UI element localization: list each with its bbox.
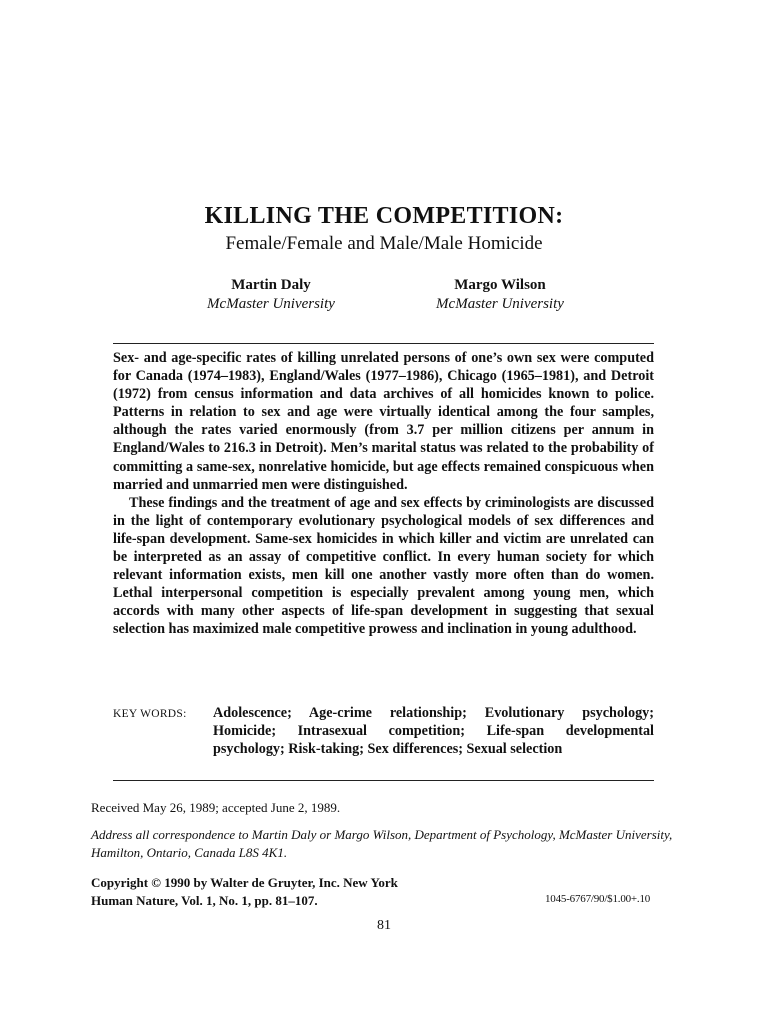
abstract — [113, 349, 654, 639]
copyright-line: Copyright © 1990 by Walter de Gruyter, Inc. New York — [91, 875, 398, 890]
author-affiliation: McMaster University — [436, 296, 564, 312]
abstract-top-rule — [113, 343, 654, 344]
journal-citation: Human Nature, Vol. 1, No. 1, pp. 81–107. — [91, 893, 318, 908]
received-dates: Received May 26, 1989; accepted June 2, 1989. — [91, 800, 341, 815]
keywords-label: KEY WORDS: — [113, 708, 187, 720]
issn-code: 1045-6767/90/$1.00+.10 — [545, 893, 651, 905]
page-number: 81 — [377, 918, 391, 933]
abstract-paragraph-1: Sex- and age-specific rates of killing unrelated persons of one’s own sex were computed for Canada (1974–1983), England/Wales (1977–1986), Chicago (1965–1981), and Detroit (1972) from census information and data archives of all homicides known to police. Patterns in relation to sex and age were virtually identical among the four samples, although the rates varied enormously (from 3.7 per million citizens per annum in England/Wales to 216.3 in Detroit). Men’s marital status was related to the probability of committing a same-sex, nonrelative homicide, but age effects remained conspicuous when married and unmarried men were distinguished. — [113, 350, 654, 493]
author-affiliation: McMaster University — [207, 296, 335, 312]
author-block-1 — [161, 276, 381, 314]
author-block-2 — [390, 276, 610, 314]
author-name: Margo Wilson — [454, 277, 546, 293]
keywords-text: Adolescence; Age-crime relationship; Evolutionary psychology; Homicide; Intrasexual competition; Life-span developmental psychology; Risk-taking; Sex differences; Sexual selection — [213, 705, 654, 758]
correspondence-address: Address all correspondence to Martin Daly or Margo Wilson, Department of Psychology, McMaster University, Hamilton, Ontario, Canada L8S 4K1. — [91, 827, 673, 860]
paper-title: KILLING THE COMPETITION: — [204, 203, 564, 229]
author-name: Martin Daly — [231, 277, 311, 293]
abstract-paragraph-2: These findings and the treatment of age and sex effects by criminologists are discussed in the light of contemporary evolutionary psychological models of sex differences and life-span development. Same-sex homicides in which killer and victim are unrelated can be interpreted as an assay of competitive conflict. In every human society for which relevant information exists, men kill one another vastly more often than do women. Lethal interpersonal competition is especially prevalent among young men, which accords with many other aspects of life-span development in suggesting that sexual selection has maximized male competitive prowess and inclination in young adulthood. — [113, 494, 654, 638]
paper-subtitle: Female/Female and Male/Male Homicide — [225, 233, 543, 254]
keywords-block — [113, 704, 654, 758]
abstract-bottom-rule — [113, 780, 654, 781]
